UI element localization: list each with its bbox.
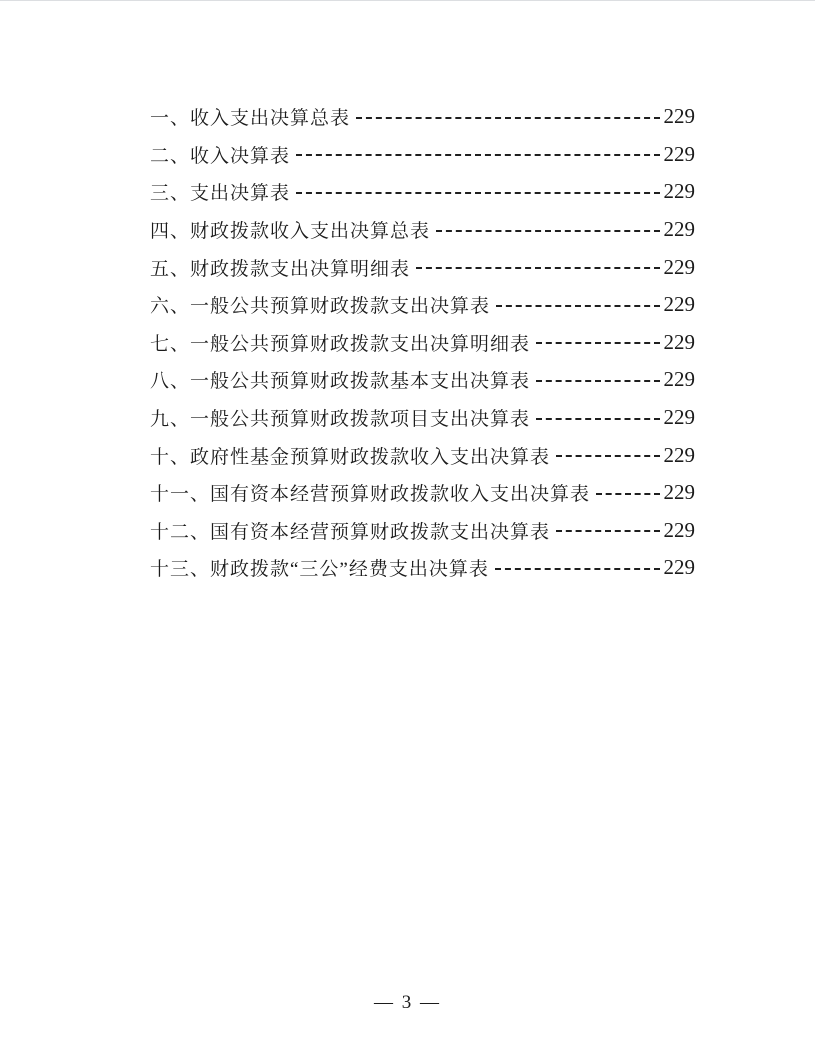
toc-entry	[150, 512, 695, 550]
toc-entry-label: 十一、国有资本经营预算财政拨款收入支出决算表	[150, 484, 591, 506]
dotted-leader	[536, 342, 659, 344]
toc-entry-page-number: 229	[663, 104, 695, 129]
toc-entry	[150, 361, 695, 399]
toc-entry	[150, 399, 695, 437]
dotted-leader	[536, 418, 659, 420]
toc-entry-page-number: 229	[663, 254, 695, 279]
toc-entry-label: 一、收入支出决算总表	[150, 108, 351, 130]
toc-entry	[150, 211, 695, 249]
toc-entry-page-number: 229	[663, 405, 695, 430]
toc-entry-page-number: 229	[663, 367, 695, 392]
dotted-leader	[416, 267, 659, 269]
toc-entry-page-number: 229	[663, 329, 695, 354]
toc-entry-label: 三、支出决算表	[150, 183, 291, 205]
dotted-leader	[296, 154, 659, 156]
toc-entry-page-number: 229	[663, 217, 695, 242]
dotted-leader	[596, 493, 659, 495]
dotted-leader	[436, 230, 659, 232]
toc-entry-label: 十三、财政拨款“三公”经费支出决算表	[150, 559, 489, 581]
toc-list	[150, 98, 695, 587]
toc-entry	[150, 173, 695, 211]
toc-entry-page-number: 229	[663, 555, 695, 580]
footer-page-number: — 3 —	[374, 992, 441, 1013]
toc-entry-label: 八、一般公共预算财政拨款基本支出决算表	[150, 371, 531, 393]
toc-entry-page-number: 229	[663, 292, 695, 317]
dotted-leader	[495, 568, 660, 570]
toc-entry-label: 七、一般公共预算财政拨款支出决算明细表	[150, 333, 531, 355]
toc-entry	[150, 549, 695, 587]
toc-entry-page-number: 229	[663, 442, 695, 467]
dotted-leader	[556, 455, 659, 457]
toc-entry	[150, 474, 695, 512]
toc-entry	[150, 324, 695, 362]
toc-entry-label: 六、一般公共预算财政拨款支出决算表	[150, 296, 491, 318]
toc-entry	[150, 436, 695, 474]
toc-entry	[150, 248, 695, 286]
toc-entry-page-number: 229	[663, 480, 695, 505]
toc-entry-label: 二、收入决算表	[150, 145, 291, 167]
toc-entry-label: 九、一般公共预算财政拨款项目支出决算表	[150, 409, 531, 431]
toc-entry-label: 五、财政拨款支出决算明细表	[150, 258, 411, 280]
dotted-leader	[496, 305, 659, 307]
dotted-leader	[536, 380, 659, 382]
toc-entry-label: 十、政府性基金预算财政拨款收入支出决算表	[150, 446, 551, 468]
toc-entry	[150, 136, 695, 174]
dotted-leader	[296, 192, 659, 194]
toc-entry-label: 四、财政拨款收入支出决算总表	[150, 221, 431, 243]
toc-entry	[150, 286, 695, 324]
toc-entry-page-number: 229	[663, 179, 695, 204]
toc-entry-label: 十二、国有资本经营预算财政拨款支出决算表	[150, 521, 551, 543]
toc-entry-page-number: 229	[663, 517, 695, 542]
toc-entry	[150, 98, 695, 136]
dotted-leader	[556, 530, 659, 532]
dotted-leader	[356, 117, 659, 119]
toc-entry-page-number: 229	[663, 141, 695, 166]
page-footer	[0, 992, 815, 1014]
page-top-edge	[0, 0, 815, 1]
